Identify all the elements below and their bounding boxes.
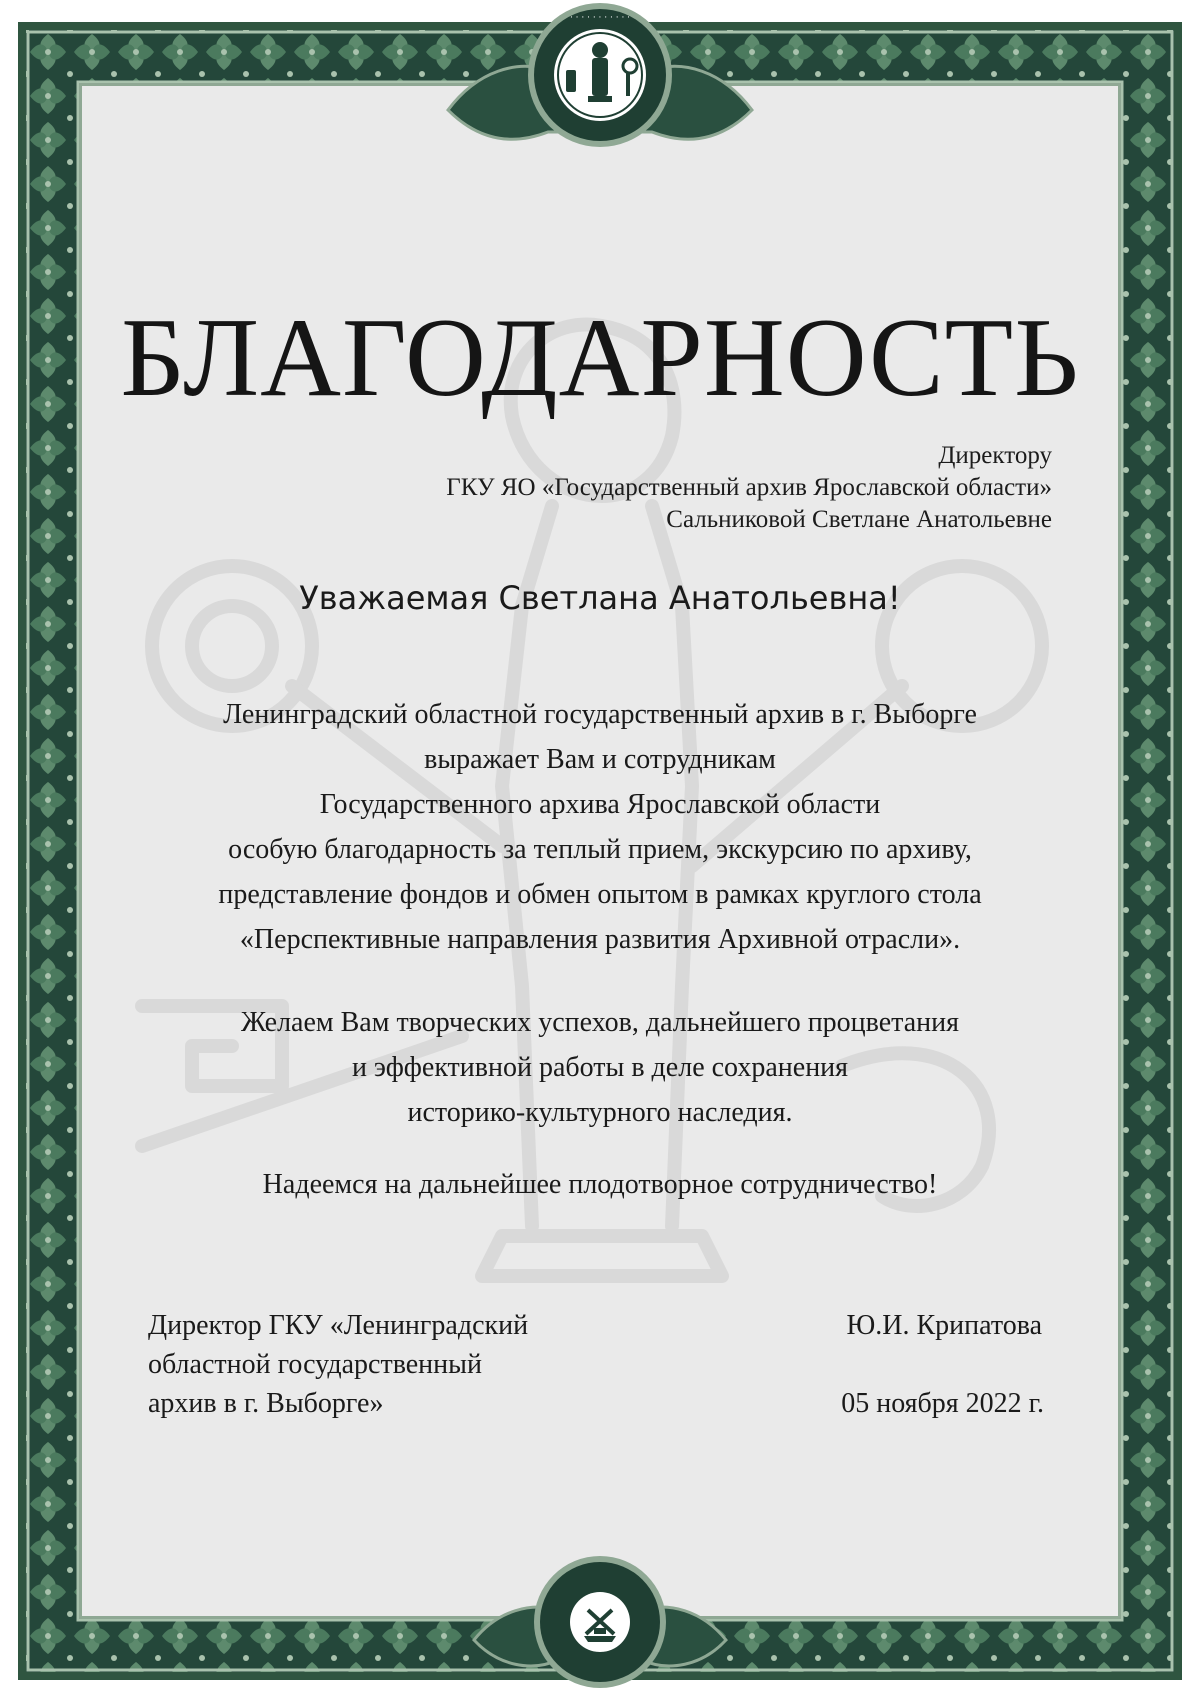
signatory-name: Ю.И. Крипатова (846, 1310, 1042, 1341)
svg-text:· · · · · · · · · · ·: · · · · · · · · · · · (569, 13, 631, 23)
paragraph-line: представление фондов и обмен опытом в рамках круглого стола (218, 879, 982, 910)
document-date: 05 ноября 2022 г. (841, 1388, 1044, 1419)
signatory-position (148, 1306, 528, 1423)
paragraph-line: выражает Вам и сотрудникам (424, 744, 776, 775)
cooperation-paragraph (0, 1162, 1200, 1207)
paragraph-line: особую благодарность за теплый прием, экскурсию по архиву, (228, 834, 972, 865)
page-title: БЛАГОДАРНОСТЬ (120, 296, 1080, 420)
paragraph-line: и эффективной работы в деле сохранения (351, 1052, 849, 1083)
addressee-block (446, 440, 1052, 536)
signatory-position-line: Директор ГКУ «Ленинградский (148, 1310, 529, 1341)
paragraph-line: историко-культурного наследия. (407, 1097, 793, 1128)
addressee-name: Сальниковой Светлане Анатольевне (666, 506, 1052, 533)
salutation: Уважаемая Светлана Анатольевна! (299, 579, 901, 617)
gratitude-paragraph (0, 692, 1200, 962)
paragraph-line: Ленинградский областной государственный архив в г. Выборге (223, 699, 977, 730)
addressee-organization: ГКУ ЯО «Государственный архив Ярославской области» (446, 474, 1052, 501)
addressee-position: Директору (938, 442, 1052, 469)
signatory-position-line: областной государственный (148, 1349, 482, 1380)
paragraph-line: Надеемся на дальнейшее плодотворное сотрудничество! (262, 1169, 938, 1200)
paragraph-line: Государственного архива Ярославской области (319, 789, 881, 820)
signatory-position-line: архив в г. Выборге» (148, 1388, 384, 1419)
paragraph-line: «Перспективные направления развития Архивной отрасли». (239, 924, 961, 955)
wishes-paragraph (0, 1000, 1200, 1135)
paragraph-line: Желаем Вам творческих успехов, дальнейшего процветания (240, 1007, 960, 1038)
